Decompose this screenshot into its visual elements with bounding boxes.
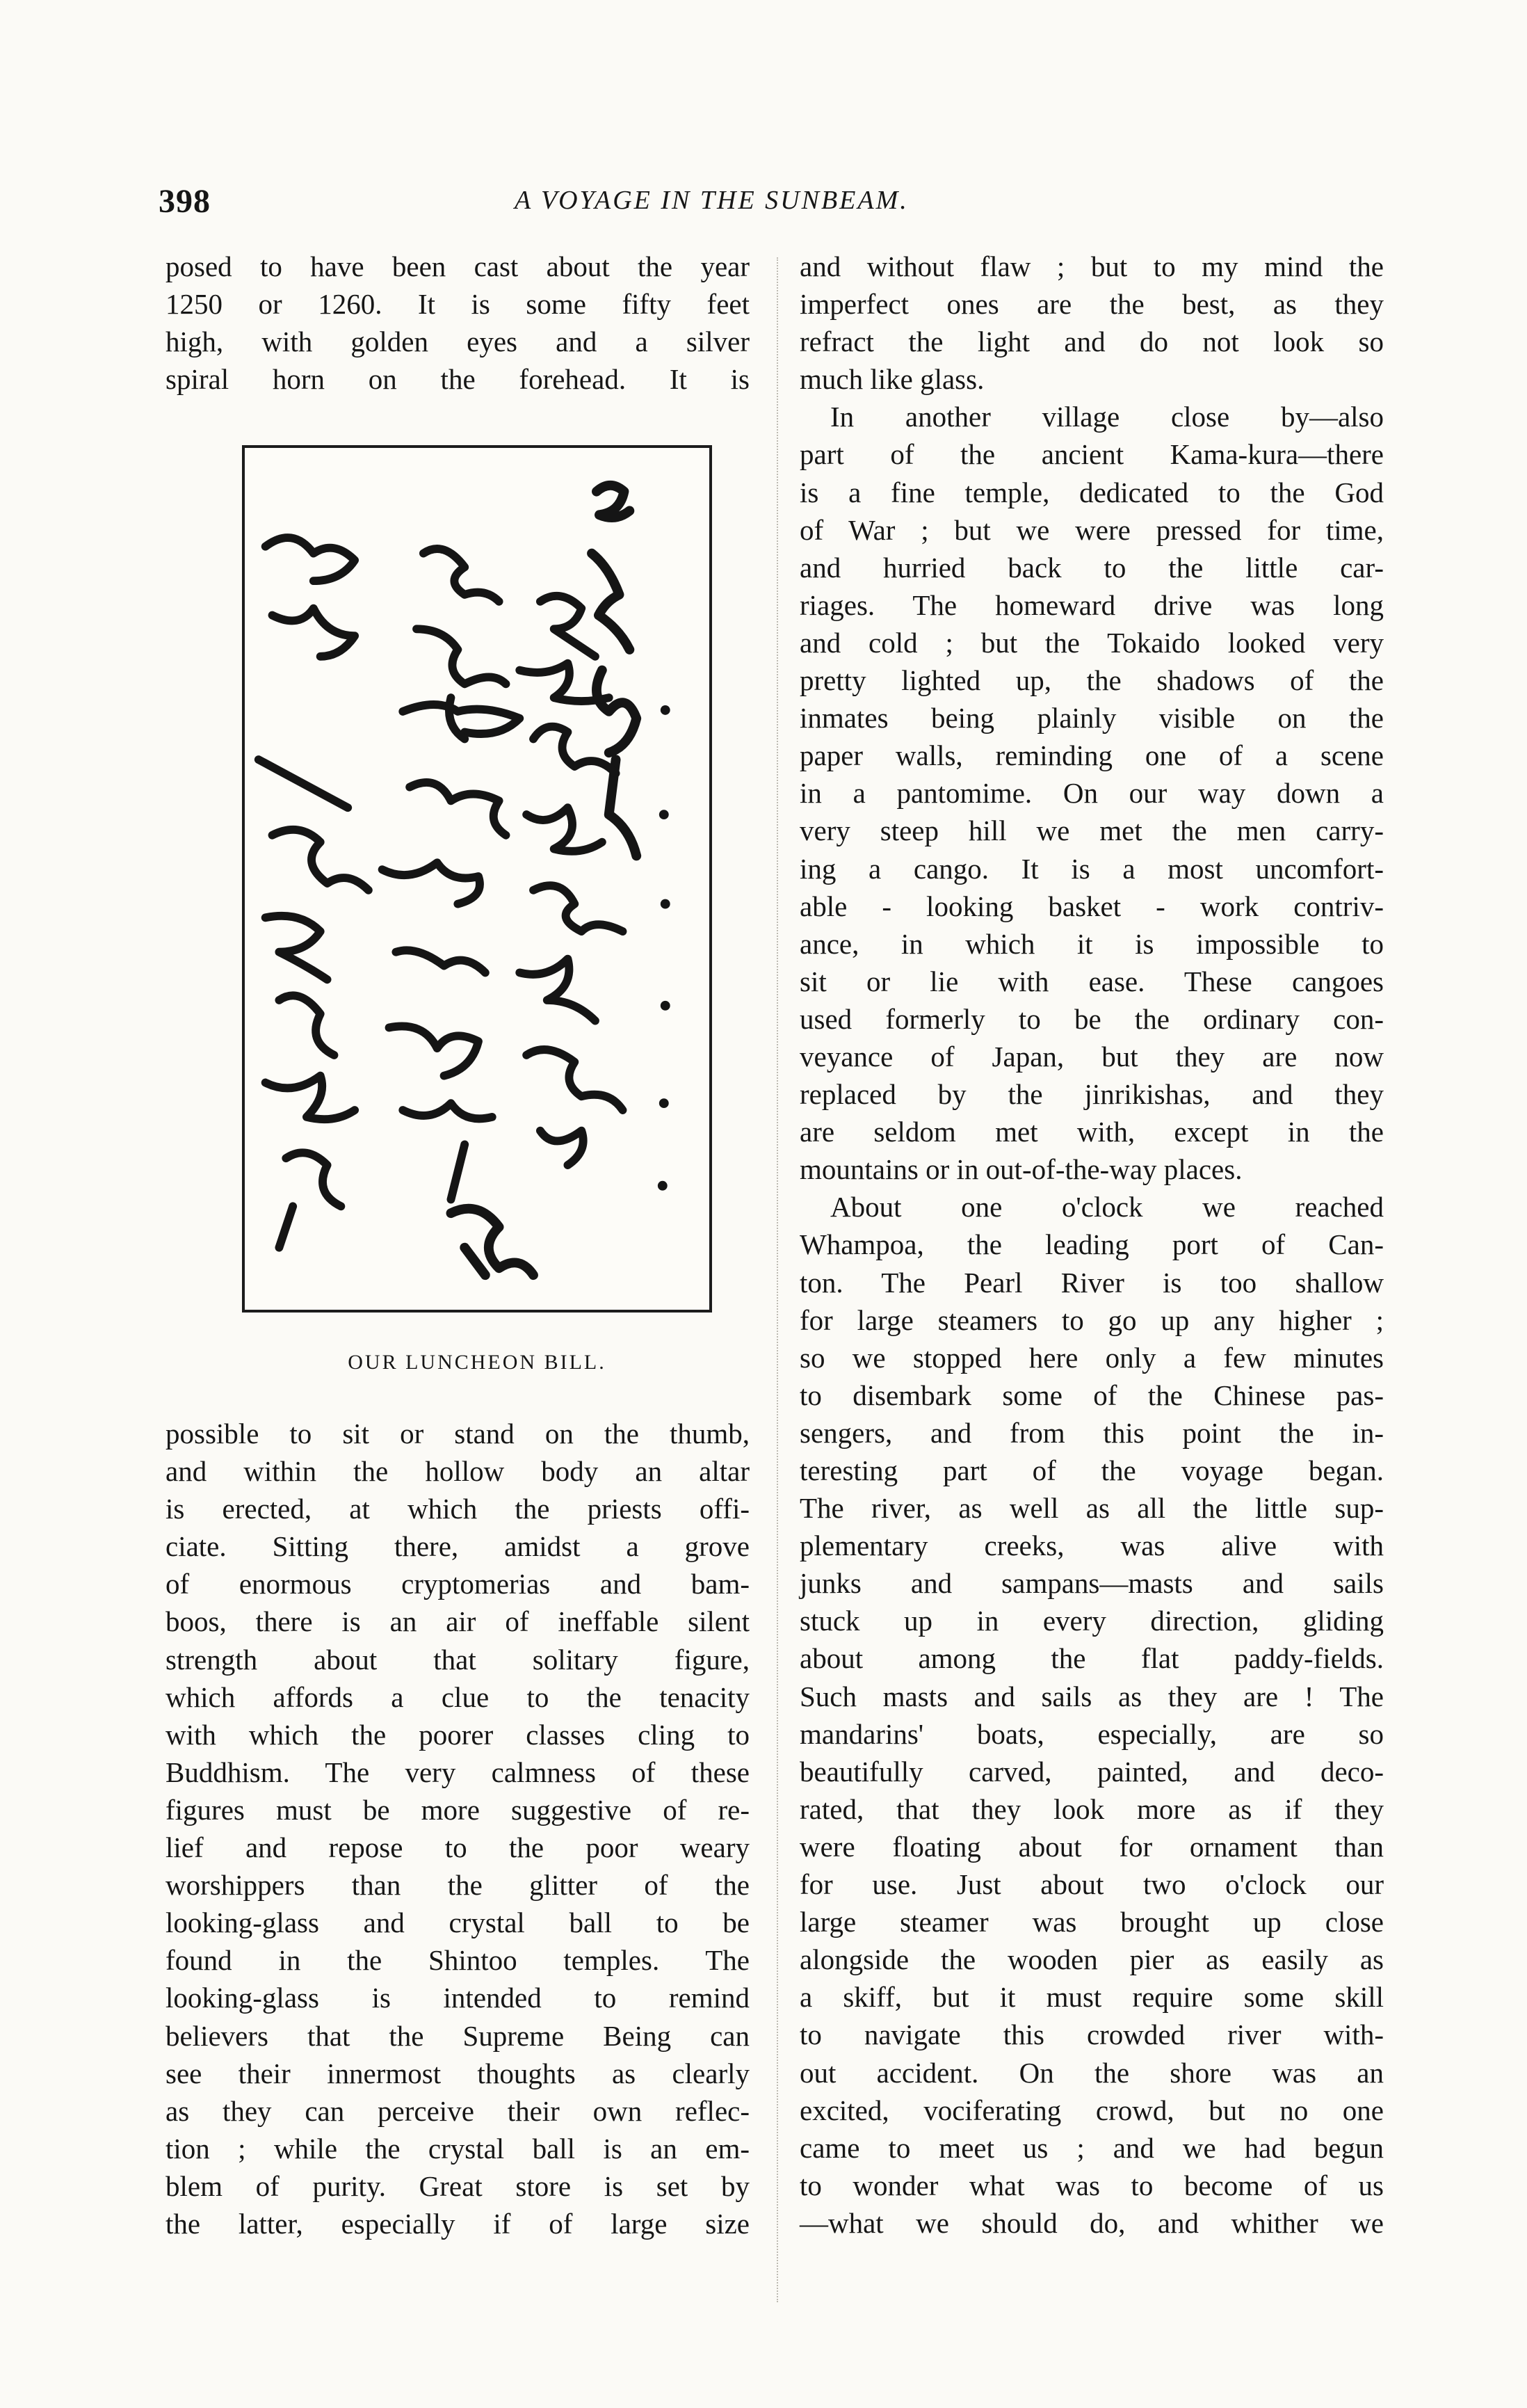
text-line: the latter, especially if of large size [165, 2207, 750, 2240]
text-line: pretty lighted up, the shadows of the [800, 664, 1384, 697]
text-line: looking-glass is intended to remind [165, 1982, 750, 2014]
text-line: with which the poorer classes cling to [165, 1718, 750, 1751]
text-line: looking-glass and crystal ball to be [165, 1907, 750, 1939]
text-line: lief and repose to the poor weary [165, 1831, 750, 1864]
left-column-bottom [165, 1415, 750, 2242]
text-line: high, with golden eyes and a silver [165, 326, 750, 358]
figure-caption: OUR LUNCHEON BILL. [348, 1351, 606, 1374]
text-line: ance, in which it is impossible to [800, 927, 1384, 960]
text-line: mountains or in out-of-the-way places. [800, 1153, 1243, 1186]
right-column [800, 248, 1384, 2242]
text-line: in a pantomime. On our way down a [800, 777, 1384, 810]
text-line: imperfect ones are the best, as they [800, 288, 1384, 321]
text-line: came to meet us ; and we had begun [800, 2131, 1384, 2164]
text-line: About one o'clock we reached [830, 1191, 1384, 1223]
text-line: paper walls, reminding one of a scene [800, 739, 1384, 772]
text-line: a skiff, but it must require some skill [800, 1981, 1384, 2014]
text-line: ciate. Sitting there, amidst a grove [165, 1530, 750, 1563]
text-line: part of the ancient Kama-kura—there [800, 438, 1384, 471]
text-line: alongside the wooden pier as easily as [800, 1943, 1384, 1976]
text-line: much like glass. [800, 363, 985, 396]
text-line: is erected, at which the priests offi- [165, 1493, 750, 1525]
text-line: out accident. On the shore was an [800, 2056, 1384, 2089]
text-line: beautifully carved, painted, and deco- [800, 1755, 1384, 1788]
text-line: tion ; while the crystal ball is an em- [165, 2132, 750, 2165]
text-line: junks and sampans—masts and sails [800, 1567, 1384, 1600]
text-line: Whampoa, the leading port of Can- [800, 1228, 1384, 1261]
text-line: veyance of Japan, but they are now [800, 1040, 1384, 1073]
text-line: riages. The homeward drive was long [800, 588, 1384, 621]
text-line: ton. The Pearl River is too shallow [800, 1266, 1384, 1299]
text-line: used formerly to be the ordinary con- [800, 1002, 1384, 1035]
text-line: The river, as well as all the little sup- [800, 1492, 1384, 1525]
text-line: of enormous cryptomerias and bam- [165, 1568, 750, 1600]
text-line: plementary creeks, was alive with [800, 1530, 1384, 1562]
page-number: 398 [159, 183, 211, 220]
text-line: to wonder what was to become of us [800, 2169, 1384, 2201]
text-line: boos, there is an air of ineffable silent [165, 1605, 750, 1638]
text-line: and hurried back to the little car- [800, 551, 1384, 584]
text-line: for large steamers to go up any higher ; [800, 1303, 1384, 1336]
text-line: of War ; but we were pressed for time, [800, 513, 1384, 546]
text-line: large steamer was brought up close [800, 1906, 1384, 1939]
text-line: able - looking basket - work contriv- [800, 890, 1384, 922]
text-line: and within the hollow body an altar [165, 1455, 750, 1488]
text-line: worshippers than the glitter of the [165, 1869, 750, 1902]
text-line: found in the Shintoo temples. The [165, 1944, 750, 1977]
text-line: refract the light and do not look so [800, 326, 1384, 358]
text-line: strength about that solitary figure, [165, 1643, 750, 1676]
text-line: for use. Just about two o'clock our [800, 1868, 1384, 1901]
text-line: replaced by the jinrikishas, and they [800, 1078, 1384, 1111]
left-column-top [165, 248, 750, 398]
text-line: as they can perceive their own reflec- [165, 2094, 750, 2127]
column-divider [777, 257, 778, 2302]
calligraphy-illustration [245, 448, 709, 1310]
text-line: Such masts and sails as they are ! The [800, 1680, 1384, 1712]
text-line: is a fine temple, dedicated to the God [800, 476, 1384, 508]
text-line: to disembark some of the Chinese pas- [800, 1379, 1384, 1411]
text-line: —what we should do, and whither we [800, 2206, 1384, 2239]
text-line: stuck up in every direction, gliding [800, 1605, 1384, 1637]
text-line: were floating about for ornament than [800, 1830, 1384, 1863]
text-line: 1250 or 1260. It is some fifty feet [165, 288, 750, 321]
text-line: ing a cango. It is a most uncomfort- [800, 852, 1384, 885]
text-line: very steep hill we met the men carry- [800, 814, 1384, 847]
text-line: believers that the Supreme Being can [165, 2019, 750, 2052]
text-line: figures must be more suggestive of re- [165, 1793, 750, 1826]
text-line: to navigate this crowded river with- [800, 2018, 1384, 2051]
luncheon-bill-figure [242, 445, 712, 1313]
text-line: mandarins' boats, especially, are so [800, 1717, 1384, 1750]
text-line: excited, vociferating crowd, but no one [800, 2094, 1384, 2126]
text-line: which affords a clue to the tenacity [165, 1680, 750, 1713]
text-line: inmates being plainly visible on the [800, 702, 1384, 735]
text-line: In another village close by—also [830, 401, 1384, 433]
text-line: sengers, and from this point the in- [800, 1416, 1384, 1449]
text-line: teresting part of the voyage began. [800, 1454, 1384, 1486]
text-line: spiral horn on the forehead. It is [165, 363, 750, 396]
text-line: see their innermost thoughts as clearly [165, 2057, 750, 2089]
text-line: and without flaw ; but to my mind the [800, 250, 1384, 282]
text-line: rated, that they look more as if they [800, 1792, 1384, 1825]
text-line: are seldom met with, except in the [800, 1116, 1384, 1148]
text-line: posed to have been cast about the year [165, 250, 750, 282]
text-line: and cold ; but the Tokaido looked very [800, 626, 1384, 659]
running-head: A VOYAGE IN THE SUNBEAM. [515, 186, 909, 215]
text-line: sit or lie with ease. These cangoes [800, 965, 1384, 997]
text-line: so we stopped here only a few minutes [800, 1341, 1384, 1374]
text-line: possible to sit or stand on the thumb, [165, 1418, 750, 1450]
text-line: blem of purity. Great store is set by [165, 2169, 750, 2202]
text-line: Buddhism. The very calmness of these [165, 1756, 750, 1788]
text-line: about among the flat paddy-fields. [800, 1642, 1384, 1675]
